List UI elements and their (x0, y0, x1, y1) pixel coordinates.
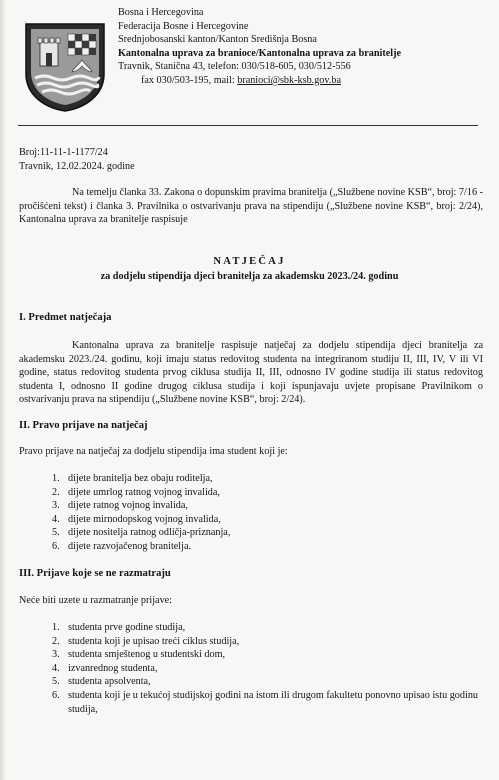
letterhead-federation: Federacija Bosne i Hercegovine (118, 20, 249, 32)
list-item: 5. studenta apsolventa, (52, 676, 151, 688)
letterhead-country: Bosna i Hercegovina (118, 7, 204, 18)
exclusions-list (54, 621, 484, 716)
list-item: 6. studenta koji je u tekućoj studijskoj godini na istom ili drugom fakultetu ponovno upisao istu godinu studija, (52, 689, 479, 715)
letterhead-canton: Srednjobosanski kanton/Kanton Središnja Bosna (118, 34, 317, 46)
letterhead-fax: fax 030/503-195, mail: (141, 74, 235, 86)
list-item: 1. dijete branitelja bez obaju roditelja, (52, 473, 213, 484)
eligibility-list (54, 472, 484, 554)
list-item: 2. dijete umrlog ratnog vojnog invalida, (52, 486, 220, 498)
section-heading-exclusions: III. Prijave koje se ne razmatraju (19, 568, 171, 579)
list-item: 4. izvanrednog studenta, (52, 662, 158, 674)
list-item: 6. dijete razvojačenog branitelja. (52, 540, 192, 552)
reference-place-date: Travnik, 12.02.2024. godine (19, 160, 135, 172)
section-eligibility-lead: Pravo prijave na natječaj za dodjelu stipendija ima student koji je: (19, 446, 288, 457)
letterhead-email-link[interactable]: branioci@sbk-ksb.gov.ba (237, 74, 341, 86)
reference-number: Broj:11-11-1-1177/24 (19, 147, 108, 158)
list-item: 4. dijete mirnodopskog vojnog invalida, (52, 513, 221, 525)
document-subtitle: za dodjelu stipendija djeci branitelja za akademsku 2023./24. godinu (100, 271, 399, 282)
reference-block (19, 146, 135, 173)
list-item: 5. dijete nositelja ratnog odličja-priznanja, (52, 527, 231, 539)
page-edge-shadow (0, 0, 6, 780)
list-item: 3. dijete ratnog vojnog invalida, (52, 500, 188, 512)
letterhead-contact (115, 74, 495, 88)
document-title: NATJEČAJ (213, 256, 286, 267)
list-item: 2. studenta koji je upisao treći ciklus studija, (52, 635, 240, 647)
list-item: 1. studenta prve godine studija, (52, 622, 186, 633)
section-exclusions-lead: Neće biti uzete u razmatranje prijave: (19, 595, 173, 606)
intro-paragraph: Na temelju članka 33. Zakona o dopunskim pravima branitelja („Službene novine KSB“, broj: 7/16 - pročišćeni tekst) i članka 3. Pravilnika o ostvarivanju prava na stipendiju („Službene novine KSB“, broj: 2/24), Kantonalna uprava za branitelje raspisuje (19, 187, 483, 226)
letterhead-address: Travnik, Stanična 43, telefon: 030/518-605, 030/512-556 (118, 61, 351, 73)
section-heading-subject: I. Predmet natječaja (19, 312, 112, 323)
list-item: 3. studenta smještenog u studentski dom, (52, 649, 226, 661)
coat-of-arms-icon (22, 20, 108, 112)
section-heading-eligibility: II. Pravo prijave na natječaj (19, 420, 148, 431)
letterhead-office: Kantonalna uprava za branioce/Kantonalna uprava za branitelje (118, 47, 402, 59)
header-divider (18, 125, 478, 126)
section-subject-text: Kantonalna uprava za branitelje raspisuje natječaj za dodjelu stipendija djeci branitelja za akademsku 2023./24. godinu, koji imaju status redovitog studenta na integriranom studiju II, III, IV, V ili VI godine, status redovitog studenta prvog ciklusa studija II, III, odnosno IV godine studija ili status redovitog studenta I, odnosno II godine drugog ciklusa studija i koji ispunjavaju uvjete propisane Pravilnikom o ostvarivanju prava na stipendiju („Službene novine KSB“, broj: 2/24). (19, 340, 483, 406)
letterhead (115, 6, 495, 88)
